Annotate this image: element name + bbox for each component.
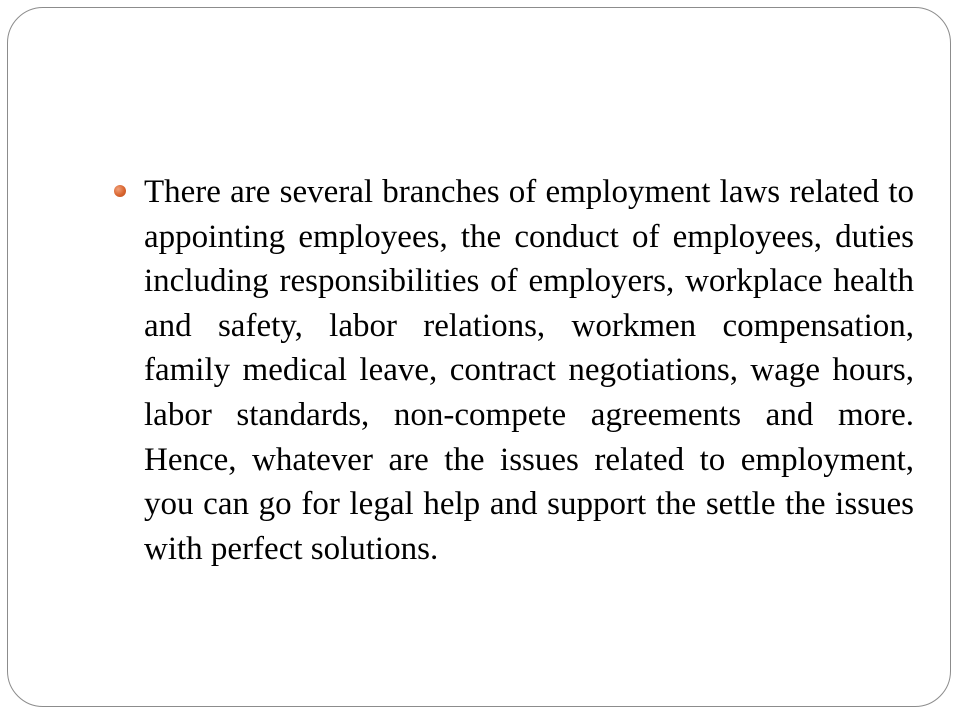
- bullet-dot-icon: [114, 185, 126, 197]
- bullet-item: [114, 170, 914, 571]
- slide-frame: [7, 7, 951, 707]
- bullet-text: There are several branches of employment laws related to appointing employees, the conduct of employees, duties including responsibilities of employers, workplace health and safety, labor relations, workmen compensation, family medical leave, contract negotiations, wage hours, labor standards, non-compete agreements and more. Hence, whatever are the issues related to employment, you can go for legal help and support the settle the issues with perfect solutions.: [144, 174, 914, 567]
- slide-content: [114, 170, 914, 571]
